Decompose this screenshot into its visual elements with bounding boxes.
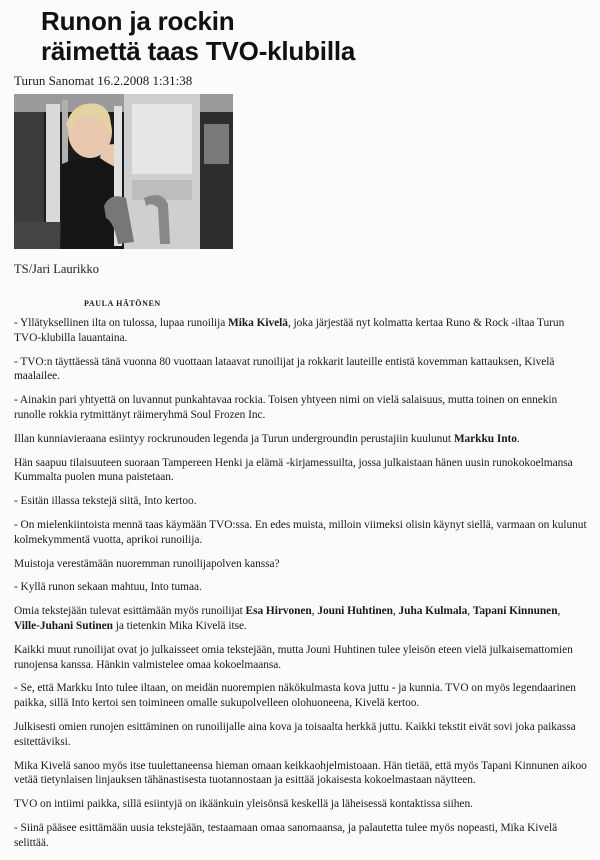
article-paragraph: [14, 432, 588, 447]
article-paragraph: [14, 355, 588, 385]
paragraph-text: , joka järjestää nyt kolmatta kertaa Runo & Rock -iltaa Turun TVO-klubilla lauantaina.: [14, 317, 565, 344]
paragraph-text: - On mielenkiintoista mennä taas käymään TVO:ssa. En edes muista, milloin viimeksi olisin käynyt siellä, varmaan on kulunut kolmekymmentä vuotta, aprikoi runoilija.: [14, 518, 587, 546]
person-name: Ville-Juhani Sutinen: [14, 619, 113, 632]
article-paragraph: [14, 393, 588, 423]
paragraph-text: ,: [311, 605, 318, 618]
paragraph-text: Kaikki muut runoilijat ovat jo julkaisseet omia tekstejään, mutta Jouni Huhtinen tulee yleisön eteen vielä julkaisemattomien runojensa kanssa. Hänkin valmistelee omaa kokoelmaansa.: [14, 643, 573, 671]
paragraph-text: Mika Kivelä sanoo myös itse tuulettaneensa hieman omaan keikkaohjelmistoaan. Hän tietää, että myös Tapani Kinnunen aikoo vetää tietynlaisen linjauksen tähänastisesta tuotannostaan ja esittää jokaisesta kokoelmastaan näytteen.: [14, 759, 587, 787]
paragraph-text: Muistoja verestämään nuoremman runoilijapolven kanssa?: [14, 557, 280, 570]
paragraph-text: Illan kunniavieraana esiintyy rockrunouden legenda ja Turun undergroundin perustajiin kuulunut: [14, 432, 454, 445]
article-paragraph: [14, 494, 588, 509]
paragraph-text: - TVO:n täyttäessä tänä vuonna 80 vuottaan lataavat runoilijat ja rokkarit lauteille entistä kovemman kattauksen, Kivelä maalailee.: [14, 355, 555, 383]
paragraph-text: Omia tekstejään tulevat esittämään myös runoilijat: [14, 605, 246, 618]
paragraph-text: .: [516, 432, 520, 445]
photo-credit: TS/Jari Laurikko: [14, 262, 100, 276]
article-paragraph: [14, 604, 588, 634]
person-name: Tapani Kinnunen: [472, 605, 558, 618]
paragraph-text: - Se, että Markku Into tulee iltaan, on meidän nuorempien näkökulmasta kova juttu - ja kunnia. TVO on myös legendaarinen paikka, sillä Into kertoi sen toimineen omalle sukupolvelleen olohuoneena, Kivelä kertoo.: [14, 682, 576, 710]
paragraph-text: - Yllätyksellinen ilta on tulossa, lupaa runoilija: [14, 317, 229, 329]
person-name: Juha Kulmala: [398, 605, 468, 618]
article-paragraph: [14, 557, 588, 572]
article-paragraph: [14, 797, 588, 812]
paragraph-text: ,: [557, 605, 561, 618]
paragraph-text: - Esitän illassa tekstejä siitä, Into kertoo.: [14, 495, 197, 508]
person-name: Jouni Huhtinen: [317, 605, 393, 618]
article-paragraph: [14, 681, 588, 711]
person-name: Esa Hirvonen: [245, 605, 312, 618]
paragraph-text: TVO on intiimi paikka, sillä esiintyjä on ikäänkuin yleisönsä keskellä ja läheisessä kontaktissa siihen.: [14, 798, 473, 811]
headline-line-1: Runon ja rockin: [41, 6, 235, 36]
article-paragraph: [14, 643, 588, 673]
paragraph-text: - Kyllä runon sekaan mahtuu, Into tumaa.: [14, 581, 202, 594]
headline-line-2: räimettä taas TVO-klubilla: [41, 36, 356, 66]
paragraph-text: - Ainakin pari yhtyettä on luvannut punkahtavaa rockia. Toisen yhtyeen nimi on vielä salaisuus, mutta toinen on ennekin runolle rokkia rytmittänyt räimeryhmä Soul Frozen Inc.: [14, 394, 558, 421]
paragraph-text: Hän saapuu tilaisuuteen suoraan Tampereen Henki ja elämä -kirjamessuilta, jossa julkaistaan hänen uusin runokokoelmansa Kummalta puolen muna paistetaan.: [14, 456, 573, 484]
photo-illustration: [14, 94, 233, 249]
article-photo: [14, 94, 233, 249]
article-paragraph: [14, 456, 588, 486]
article-page: [14, 6, 588, 860]
article-paragraph: [14, 518, 588, 548]
paragraph-text: ja tietenkin Mika Kivelä itse.: [112, 619, 247, 632]
author-byline: PAULA HÄTÖNEN: [84, 299, 161, 308]
article-paragraph: [14, 759, 588, 789]
article-paragraph: [14, 580, 588, 595]
article-paragraph: [14, 821, 588, 851]
article-body: [14, 316, 588, 851]
paragraph-text: ,: [392, 605, 399, 618]
paragraph-text: - Siinä pääsee esittämään uusia tekstejään, testaamaan omaa sanomaansa, ja palautetta tulee myös nopeasti, Mika Kivelä selittää.: [14, 821, 558, 849]
person-name: Markku Into: [453, 432, 517, 445]
source-dateline: Turun Sanomat 16.2.2008 1:31:38: [14, 73, 193, 88]
person-name: Mika Kivelä: [228, 317, 288, 329]
paragraph-text: Julkisesti omien runojen esittäminen on runoilijalle aina kova ja toisaalta herkkä juttu. Kaikki tekstit eivät sovi joka paikassa esitettäviksi.: [14, 720, 576, 748]
headline: [41, 6, 588, 66]
paragraph-text: ,: [467, 605, 473, 618]
article-paragraph: [14, 316, 588, 346]
article-paragraph: [14, 720, 588, 750]
